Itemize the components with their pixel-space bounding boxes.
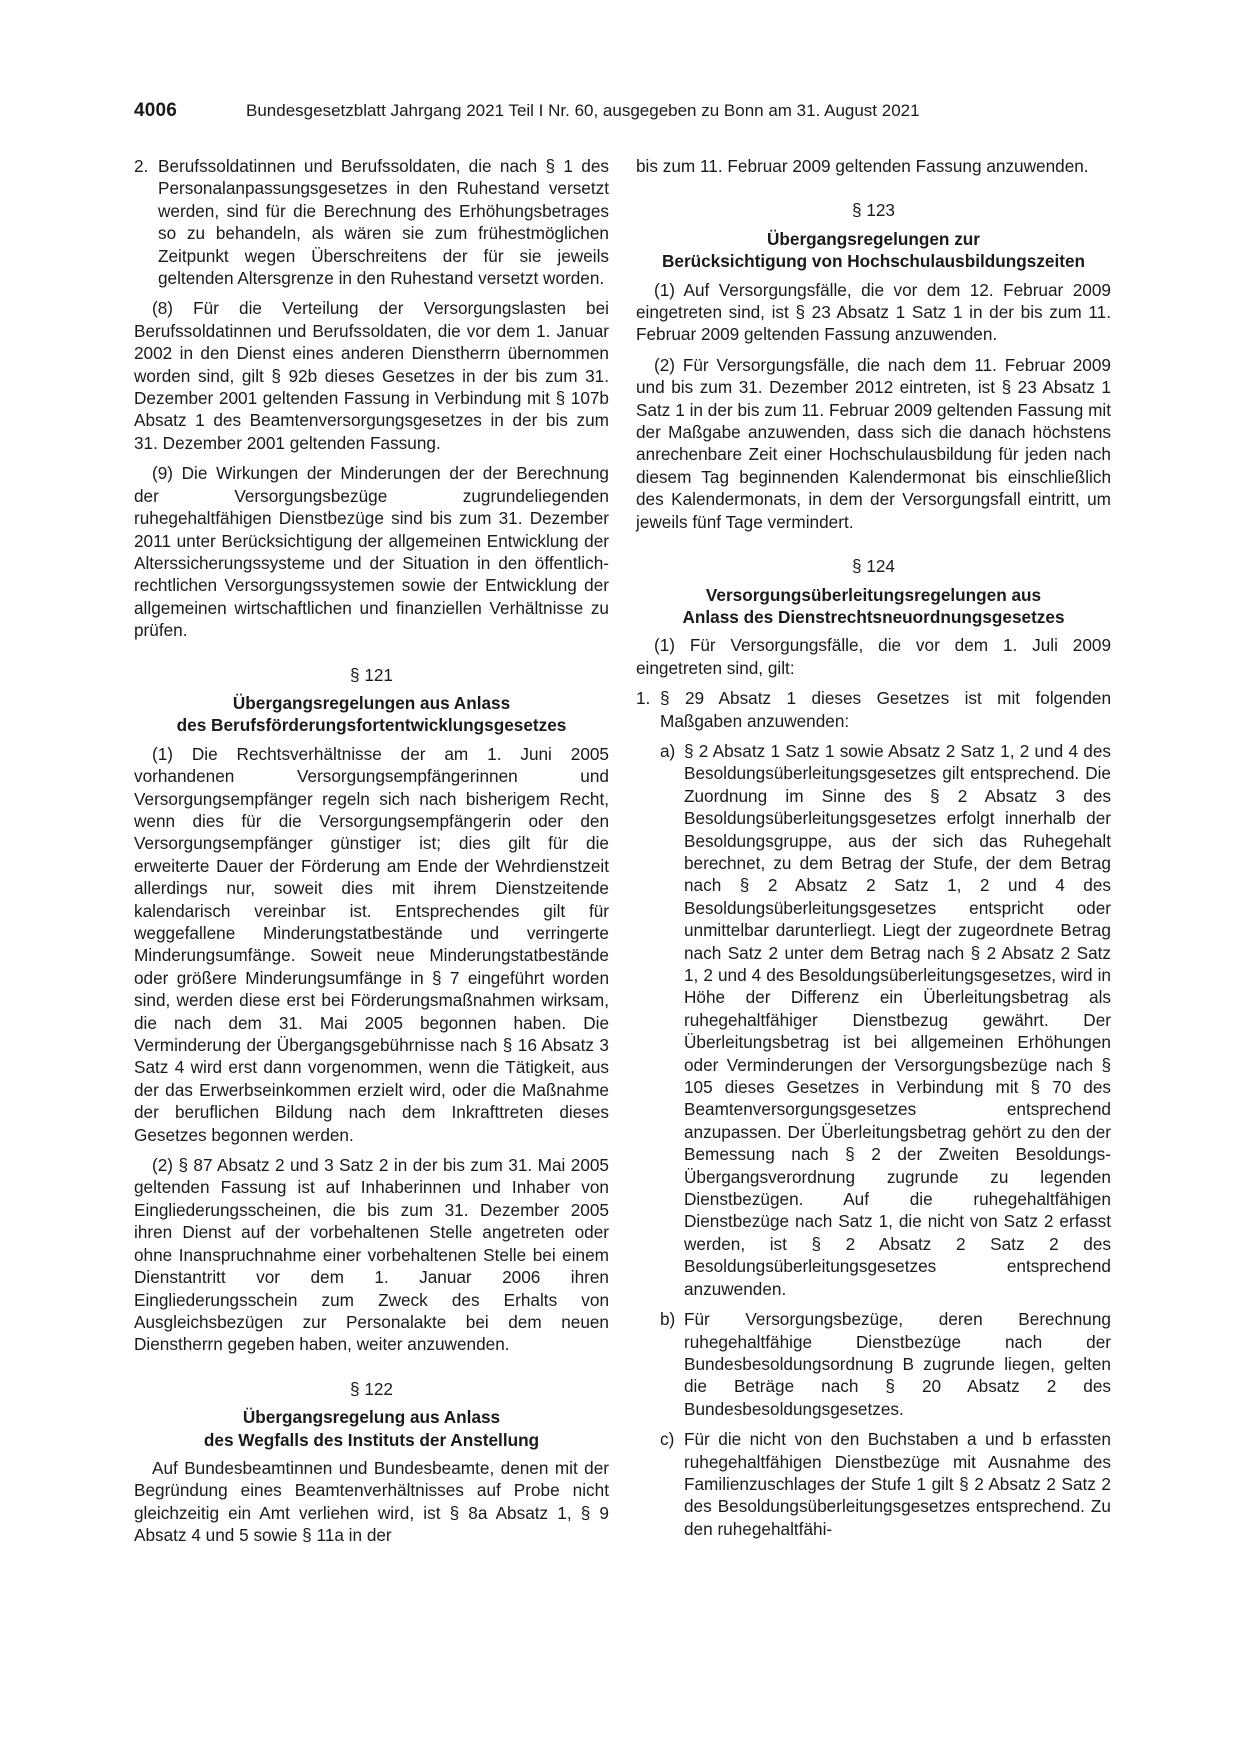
right-column — [636, 155, 1111, 1548]
paragraph: (1) Die Rechtsverhältnisse der am 1. Juni 2005 vorhandenen Versorgungsempfängerinnen und Versorgungsempfänger regeln sich nach bisherigem Recht, wenn dies für die Versorgungsempfängerin oder den Versorgungsempfänger günstiger ist; dies gilt für die erweiterte Dauer der Förderung am Ende der Wehrdienstzeit allerdings nur, soweit dies mit ihrem Dienstzeitende kalendarisch vereinbar ist. Entsprechendes gilt für weggefallene Minderungstatbestände und verringerte Minderungsumfänge. Soweit neue Minderungstatbestände oder größere Minderungsumfänge in § 7 eingeführt worden sind, werden diese erst bei Förderungsmaßnahmen wirksam, die nach dem 31. Mai 2005 begonnen haben. Die Verminderung der Übergangsgebührnisse nach § 16 Absatz 3 Satz 4 wird erst dann vorgenommen, wenn die Tätigkeit, aus der das Erwerbseinkommen erzielt wird, oder die Maßnahme der beruflichen Bildung nach dem Inkrafttreten dieses Gesetzes begonnen werden. — [134, 743, 609, 1145]
paragraph: (1) Für Versorgungsfälle, die vor dem 1. Juli 2009 eingetreten sind, gilt: — [636, 635, 1111, 678]
sub-list-text: § 2 Absatz 1 Satz 1 sowie Absatz 2 Satz 1, 2 und 4 des Besoldungsüberleitungsgesetzes gilt entsprechend. Die Zuordnung im Sinne des § 2 Absatz 3 des Besoldungsüberleitungsgesetzes erfolgt innerhalb der Besoldungsgruppe, aus der sich das Ruhegehalt berechnet, zu dem Betrag der Stufe, der dem Betrag nach § 2 Absatz 2 Satz 1, 2 und 4 des Besoldungsüberleitungsgesetzes entspricht oder unmittelbar darunterliegt. Liegt der zugeordnete Betrag nach Satz 2 unter dem Betrag nach § 2 Absatz 2 Satz 1, 2 und 4 des Besoldungsüberleitungsgesetzes, wird in Höhe der Differenz ein Überleitungsbetrag als ruhegehaltfähiger Dienstbezug gewährt. Der Überleitungsbetrag ist bei allgemeinen Erhöhungen oder Verminderungen der Versorgungsbezüge nach § 105 dieses Gesetzes in Verbindung mit § 70 des Beamtenversorgungsgesetzes entsprechend anzupassen. Der Überleitungsbetrag gehört zu den der Bemessung nach § 2 der Zweiten Besoldungs-Übergangsverordnung zugrunde zu legenden Dienstbezügen. Auf die ruhegehaltfähigen Dienstbezüge nach Satz 1, die nicht von Satz 2 erfasst werden, ist § 2 Absatz 2 Satz 2 des Besoldungsüberleitungsgesetzes entsprechend anzuwenden. — [684, 740, 1111, 1299]
running-head: Bundesgesetzblatt Jahrgang 2021 Teil I Nr. 60, ausgegeben zu Bonn am 31. August 2021 — [246, 101, 920, 120]
paragraph: (1) Auf Versorgungsfälle, die vor dem 12. Februar 2009 eingetreten sind, ist § 23 Absatz 1 Satz 1 in der bis zum 11. Februar 2009 geltenden Fassung anzuwenden. — [636, 279, 1111, 345]
list-text: Berufssoldatinnen und Berufssoldaten, die nach § 1 des Personalanpassungsgesetzes in den Ruhestand versetzt werden, sind für die Berechnung des Erhöhungsbetrages so zu behandeln, als wären sie zum frühestmöglichen Zeitpunkt wegen Überschreitens der für sie jeweils geltenden Altersgrenze in den Ruhestand versetzt worden. — [158, 156, 609, 289]
paragraph: Auf Bundesbeamtinnen und Bundesbeamte, denen mit der Begründung eines Beamtenverhältnisses auf Probe nicht gleichzeitig ein Amt verliehen wird, ist § 8a Absatz 1, § 9 Absatz 4 und 5 sowie § 11a in der — [134, 1457, 609, 1546]
section-title-line: Anlass des Dienstrechtsneuordnungsgesetzes — [682, 606, 1065, 627]
section-title-line: Übergangsregelungen aus Anlass — [232, 692, 511, 713]
section-title-124 — [636, 584, 1111, 629]
section-title-122 — [134, 1406, 609, 1451]
left-column — [134, 155, 609, 1555]
section-title-line: des Berufsförderungsfortentwicklungsgesetzes — [176, 715, 567, 736]
paragraph: (2) Für Versorgungsfälle, die nach dem 11. Februar 2009 und bis zum 31. Dezember 2012 eintreten, ist § 23 Absatz 1 Satz 1 in der bis zum 11. Februar 2009 geltenden Fassung mit der Maßgabe anzuwenden, dass sich die danach höchstens anrechenbare Zeit einer Hochschulausbildung für jeden nach diesem Tag beginnenden Kalendermonat bis einschließlich des Kalendermonats, in dem der Versorgungsfall eintritt, um jeweils fünf Tage vermindert. — [636, 354, 1111, 532]
section-title-123 — [636, 228, 1111, 273]
paragraph-8: (8) Für die Verteilung der Versorgungslasten bei Berufssoldatinnen und Berufssoldaten, die vor dem 1. Januar 2002 in den Dienst eines anderen Dienstherrn übernommen worden sind, gilt § 92b dieses Gesetzes in der bis zum 31. Dezember 2001 geltenden Fassung in Verbindung mit § 107b Absatz 1 des Beamtenversorgungsgesetzes in der bis zum 31. Dezember 2001 geltenden Fassung. — [134, 298, 609, 453]
page-header — [134, 100, 1109, 128]
section-title-121 — [134, 692, 609, 737]
list-item — [134, 155, 609, 289]
sub-list-item-a — [636, 740, 1111, 1300]
paragraph-continuation: bis zum 11. Februar 2009 geltenden Fassung anzuwenden. — [636, 156, 1089, 176]
sub-list-item-b — [636, 1308, 1111, 1420]
section-title-line: Übergangsregelungen zur — [767, 228, 980, 249]
section-number-122: § 122 — [349, 1378, 393, 1399]
section-title-line: Berücksichtigung von Hochschulausbildungszeiten — [661, 251, 1086, 272]
sub-list-text: Für Versorgungsbezüge, deren Berechnung ruhegehaltfähige Dienstbezüge nach der Bundesbesoldungsordnung B zugrunde liegen, gelten die Beträge nach § 20 Absatz 2 des Bundesbesoldungsgesetzes. — [684, 1309, 1111, 1419]
section-title-line: Versorgungsüberleitungsregelungen aus — [705, 584, 1042, 605]
page-number: 4006 — [134, 100, 178, 121]
section-number-123: § 123 — [851, 200, 895, 221]
section-number-124: § 124 — [851, 556, 895, 577]
section-title-line: Übergangsregelung aus Anlass — [242, 1407, 501, 1428]
section-number-121: § 121 — [349, 664, 393, 685]
list-item — [636, 687, 1111, 732]
paragraph-9: (9) Die Wirkungen der Minderungen der der Berechnung der Versorgungsbezüge zugrundeliegenden ruhegehaltfähigen Dienstbezüge sind bis zum 31. Dezember 2011 unter Berücksichtigung der allgemeinen Entwicklung der Alterssicherungssysteme und der Situation in den öffentlich-rechtlichen Versorgungssystemen sowie der Entwicklung der allgemeinen wirtschaftlichen und finanziellen Verhältnisse zu prüfen. — [134, 463, 609, 641]
list-number: 2. — [134, 156, 149, 176]
section-title-line: des Wegfalls des Instituts der Anstellung — [203, 1429, 540, 1450]
list-text: § 29 Absatz 1 dieses Gesetzes ist mit folgenden Maßgaben anzuwenden: — [660, 688, 1111, 731]
sub-list-letter: a) — [660, 740, 676, 761]
sub-list-letter: c) — [660, 1429, 675, 1450]
list-number: 1. — [636, 688, 651, 709]
sub-list-item-c — [636, 1428, 1111, 1540]
paragraph: (2) § 87 Absatz 2 und 3 Satz 2 in der bis zum 31. Mai 2005 geltenden Fassung ist auf Inhaberinnen und Inhaber von Eingliederungsscheinen, die bis zum 31. Dezember 2005 ihren Dienst auf der vorbehaltenen Stelle angetreten oder ohne Inanspruchnahme einer vorbehaltenen Stelle bei einem Dienstantritt vor dem 1. Januar 2006 ihren Eingliederungsschein zum Zweck des Erhalts von Ausgleichsbezügen zur Personalakte bei dem neuen Dienstherrn gegeben haben, weiter anzuwenden. — [134, 1155, 609, 1355]
sub-list-text: Für die nicht von den Buchstaben a und b erfassten ruhegehaltfähigen Dienstbezüge mit Ausnahme des Familienzuschlages der Stufe 1 gilt § 2 Absatz 2 Satz 2 des Besoldungsüberleitungsgesetzes entsprechend. Zu den ruhegehaltfähi- — [684, 1429, 1111, 1539]
sub-list-letter: b) — [660, 1309, 676, 1330]
